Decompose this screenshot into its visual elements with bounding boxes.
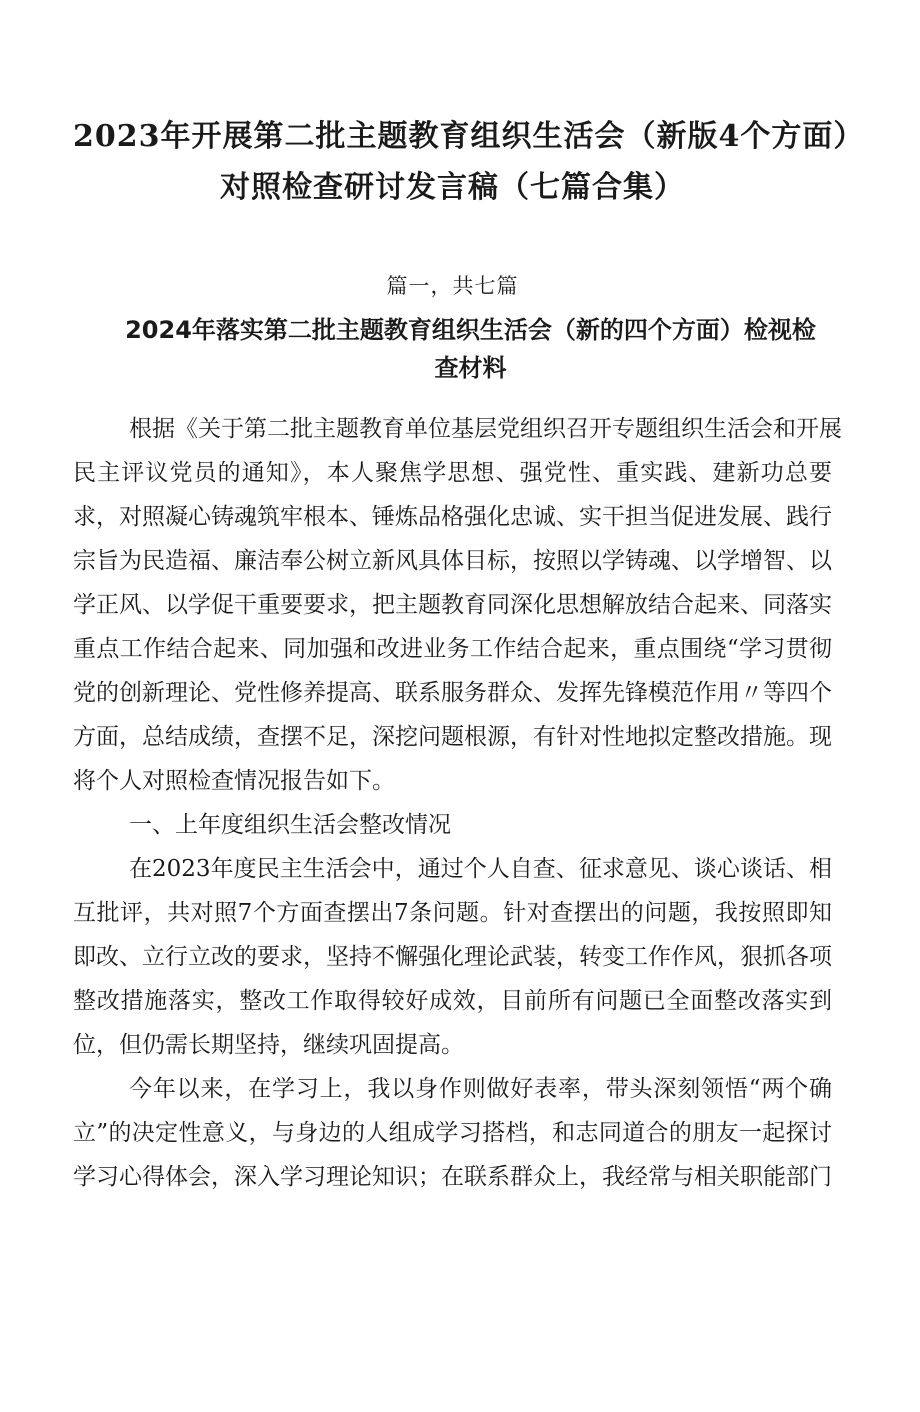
text-line: 互批评，共对照7个方面查摆出7条问题。针对查摆出的问题，我按照即知 xyxy=(73,899,832,926)
section-title xyxy=(73,311,832,387)
text-line: 整改措施落实，整改工作取得较好成效，目前所有问题已全面整改落实到 xyxy=(73,987,832,1014)
text-line: 在2023年度民主生活会中，通过个人自查、征求意见、谈心谈话、相 xyxy=(129,855,832,882)
section-title-line-2: 查材料 xyxy=(434,354,507,382)
text-line: 重点工作结合起来、同加强和改进业务工作结合起来，重点围绕“学习贯彻 xyxy=(73,635,832,662)
text-line: 求，对照凝心铸魂筑牢根本、锤炼品格强化忠诚、实干担当促进发展、践行 xyxy=(73,503,832,530)
heading-rectification xyxy=(73,803,832,847)
document-title-line-2: 对照检查研讨发言稿（七篇合集） xyxy=(220,170,685,205)
text-line: 今年以来，在学习上，我以身作则做好表率，带头深刻领悟“两个确 xyxy=(129,1075,832,1102)
text-line: 宗旨为民造福、廉洁奉公树立新风具体目标，按照以学铸魂、以学增智、以 xyxy=(73,547,832,574)
text-line: 位，但仍需长期坚持，继续巩固提高。 xyxy=(73,1031,464,1058)
text-line: 即改、立行立改的要求，坚持不懈强化理论武装，转变工作作风，狠抓各项 xyxy=(73,943,832,970)
text-line: 将个人对照检查情况报告如下。 xyxy=(73,767,395,794)
paragraph-this-year xyxy=(73,1067,832,1199)
body-text xyxy=(73,407,842,1199)
text-line: 方面，总结成绩，查摆不足，深挖问题根源，有针对性地拟定整改措施。现 xyxy=(73,723,832,750)
text-line: 党的创新理论、党性修养提高、联系服务群众、发挥先锋模范作用〃等四个 xyxy=(73,679,832,706)
text-line: 立”的决定性意义，与身边的人组成学习搭档，和志同道合的朋友一起探讨 xyxy=(73,1119,832,1146)
paragraph-intro xyxy=(73,407,842,803)
part-label: 篇一，共七篇 xyxy=(386,274,519,298)
document-title-line-1: 2023年开展第二批主题教育组织生活会（新版4个方面） xyxy=(73,119,865,154)
text-line: 学习心得体会，深入学习理论知识；在联系群众上，我经常与相关职能部门 xyxy=(73,1163,832,1190)
text-line: 民主评议党员的通知》，本人聚焦学思想、强党性、重实践、建新功总要 xyxy=(73,459,832,486)
section-title-line-1: 2024年落实第二批主题教育组织生活会（新的四个方面）检视检 xyxy=(125,316,816,344)
text-line: 根据《关于第二批主题教育单位基层党组织召开专题组织生活会和开展 xyxy=(129,415,842,442)
document-page xyxy=(0,111,920,1412)
text-line: 一、上年度组织生活会整改情况 xyxy=(129,811,451,838)
text-line: 学正风、以学促干重要要求，把主题教育同深化思想解放结合起来、同落实 xyxy=(73,591,832,618)
document-title xyxy=(73,111,865,213)
paragraph-rectification xyxy=(73,847,832,1067)
